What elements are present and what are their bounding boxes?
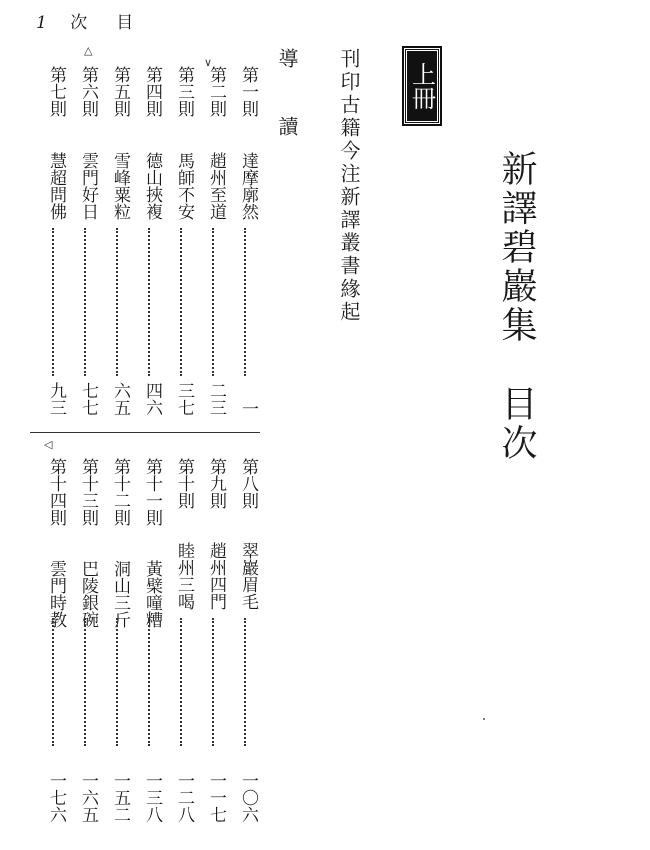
front-matter-preface: 刊印古籍今注新譯叢書緣起 (337, 48, 361, 324)
toc-leader-dots (212, 228, 214, 376)
margin-mark: △ (84, 44, 93, 57)
toc-entry-title: 雲門好日 (78, 152, 98, 220)
toc-entry-page: 一七六 (46, 772, 66, 823)
toc-entry-number: 第二則 (206, 66, 226, 117)
toc-entry-page: 一六五 (78, 772, 98, 823)
toc-entry-page: 一五二 (110, 772, 130, 823)
toc-entry-page: 一 (238, 400, 258, 417)
toc-entry-title: 趙州四門 (206, 542, 226, 610)
toc-entry-title: 雲門時教 (46, 560, 66, 628)
toc-entry-number: 第四則 (142, 66, 162, 117)
toc-entry-page: 九三 (46, 382, 66, 416)
toc-leader-dots (116, 618, 118, 746)
toc-entry-number: 第十則 (174, 458, 194, 509)
toc-entry-title: 雪峰粟粒 (110, 152, 130, 220)
toc-entry-page: 六五 (110, 382, 130, 416)
toc-entry-number: 第十三則 (78, 458, 98, 526)
page-header (36, 8, 139, 33)
front-matter-introduction: 導 讀 (275, 48, 299, 150)
toc-entry-number: 第十四則 (46, 458, 66, 526)
toc-entry-number: 第六則 (78, 66, 98, 117)
toc-entry-page: 一二八 (174, 772, 194, 823)
toc-entry-page: 二三 (206, 382, 226, 416)
toc-entry-number: 第一則 (238, 66, 258, 117)
toc-leader-dots (148, 228, 150, 376)
toc-entry-title: 翠巖眉毛 (238, 542, 258, 610)
toc-entry-title: 德山挾複 (142, 152, 162, 220)
toc-entry-number: 第八則 (238, 458, 258, 509)
volume-badge: 上冊 (404, 48, 440, 124)
toc-entry-page: 一一七 (206, 772, 226, 823)
toc-entry-page: 三七 (174, 382, 194, 416)
toc-entry-number: 第五則 (110, 66, 130, 117)
toc-entry-number: 第九則 (206, 458, 226, 509)
page-number: 1 (36, 13, 53, 33)
toc-leader-dots (212, 618, 214, 746)
toc-entry-page: 七七 (78, 382, 98, 416)
toc-leader-dots (52, 228, 54, 376)
toc-leader-dots (244, 618, 246, 746)
toc-entry-title: 達摩廓然 (238, 152, 258, 220)
book-title-suffix: 目次 (496, 385, 537, 463)
toc-leader-dots (244, 228, 246, 376)
toc-leader-dots (180, 228, 182, 376)
toc-entry-page: 一〇六 (238, 772, 258, 823)
running-head: 次 目 (70, 13, 140, 33)
toc-entry-page: 四六 (142, 382, 162, 416)
toc-entry-number: 第七則 (46, 66, 66, 117)
toc-entry-title: 巴陵銀碗 (78, 560, 98, 628)
toc-entry-page: 一三八 (142, 772, 162, 823)
toc-entry-title: 黃檗噇糟 (142, 560, 162, 628)
toc-entry-number: 第三則 (174, 66, 194, 117)
toc-leader-dots (84, 618, 86, 746)
section-divider (30, 432, 260, 433)
toc-entry-title: 馬師不安 (174, 152, 194, 220)
toc-entry-number: 第十二則 (110, 458, 130, 526)
toc-entry-title: 趙州至道 (206, 152, 226, 220)
toc-entry-number: 第十一則 (142, 458, 162, 526)
toc-entry-title: 洞山三斤 (110, 560, 130, 628)
toc-entry-title: 慧超問佛 (46, 152, 66, 220)
toc-leader-dots (116, 228, 118, 376)
book-title (491, 150, 542, 463)
toc-entry-title: 睦州三喝 (174, 542, 194, 610)
toc-leader-dots (148, 618, 150, 746)
toc-leader-dots (84, 228, 86, 376)
toc-leader-dots (52, 618, 54, 746)
paper-speck (483, 718, 485, 720)
book-title-main: 新譯碧巖集 (496, 150, 537, 345)
margin-mark: ◁ (44, 438, 53, 451)
toc-leader-dots (180, 618, 182, 746)
margin-mark: ∨ (204, 56, 213, 69)
